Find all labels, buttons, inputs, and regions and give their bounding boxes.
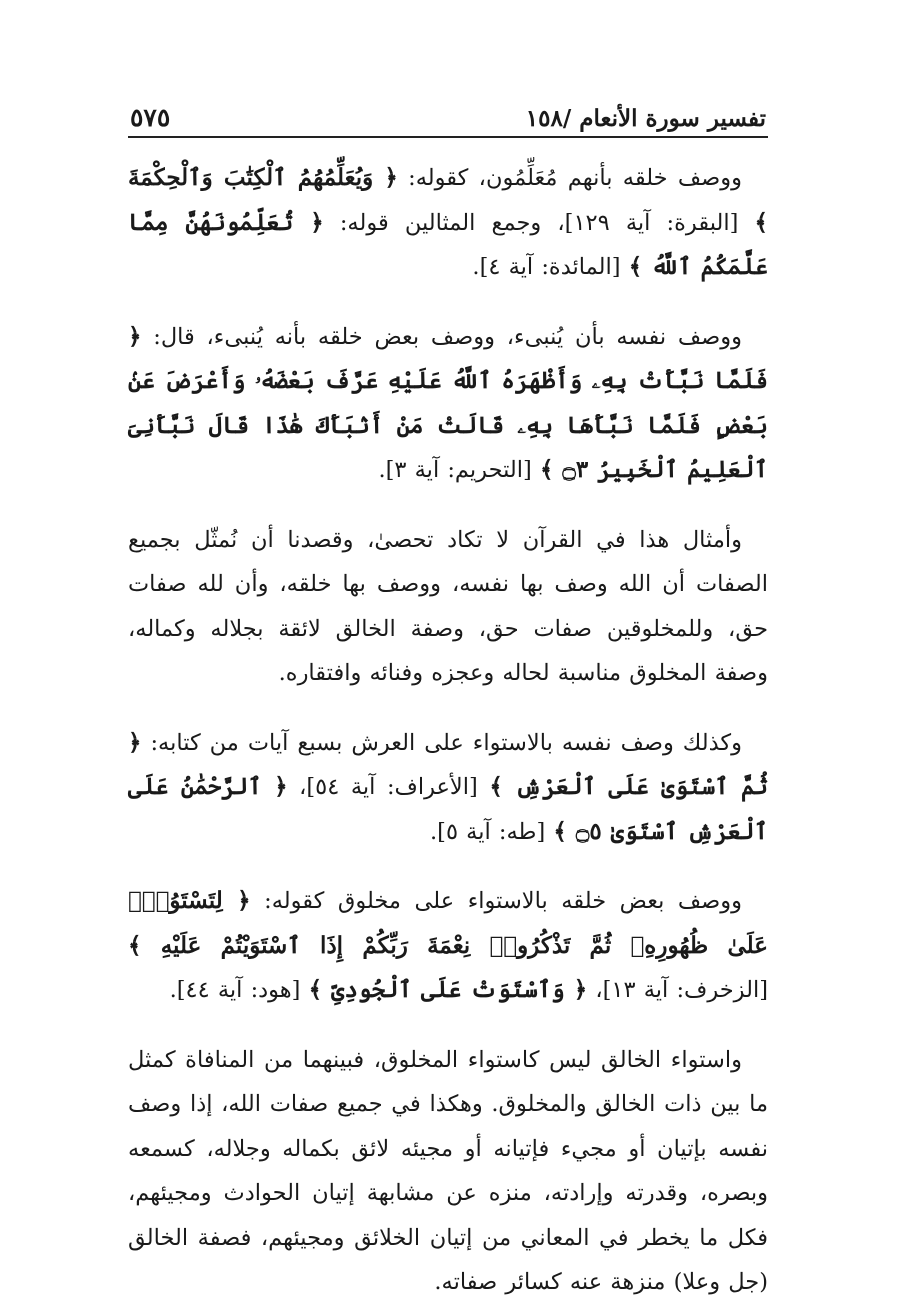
quran-verse: ﴿ وَٱسْتَوَتْ عَلَى ٱلْجُودِىِّ ﴾: [308, 976, 588, 1003]
verse-citation: [التحريم: آية ٣].: [378, 457, 540, 483]
paragraph: [128, 879, 768, 1013]
verse-citation: [البقرة: آية ١٢٩]، وجمع المثالين قوله:: [323, 209, 755, 236]
book-page: [128, 96, 768, 1295]
paragraph-text: ووصف نفسه بأن يُنبىء، ووصف بعض خلقه بأنه يُنبىء، قال:: [141, 323, 742, 350]
paragraph-text: ووصف خلقه بأنهم مُعَلِّمُون، كقوله:: [397, 165, 743, 191]
quran-verse: ﴿ وَيُعَلِّمُهُمُ ٱلْكِتَٰبَ وَٱلْحِكْمَةَ ﴾: [128, 164, 768, 236]
verse-citation: [هود: آية ٤٤].: [169, 977, 309, 1003]
paragraph: [128, 518, 768, 696]
paragraph: [128, 721, 768, 855]
quran-verse: ﴿ فَلَمَّا نَبَّأَتْ بِهِۦ وَأَظْهَرَهُ ٱللَّهُ عَلَيْهِ عَرَّفَ بَعْضَهُۥ وَأَعْرَضَ عَنۢ بَعْضٍ فَلَمَّا نَبَّأَهَا بِهِۦ قَالَتْ مَنْ أَنۢبَأَكَ هَٰذَا قَالَ نَبَّأَنِىَ ٱلْعَلِيمُ ٱلْخَبِيرُ ۝٣ ﴾: [128, 322, 768, 483]
paragraph-text: وكذلك وصف نفسه بالاستواء على العرش بسبع آيات من كتابه:: [141, 729, 742, 756]
paragraph-text: واستواء الخالق ليس كاستواء المخلوق، فبينهما من المنافاة كمثل ما بين ذات الخالق والمخلوق. وهكذا في جميع صفات الله، إذا وصف نفسه بإتيان أو مجيء فإتيانه أو مجيئه لائق بكماله وجلاله، كسمعه وبصره، وقدرته وإرادته، منزه عن مشابهة إتيان الحوادث ومجيئهم، فكل ما يخطر في المعاني من إتيان الخلائق ومجيئهم، فصفة الخالق (جل وعلا) منزهة عنه كسائر صفاته.: [128, 1046, 768, 1295]
paragraph-text: وأمثال هذا في القرآن لا تكاد تحصىٰ، وقصدنا أن نُمثّل بجميع الصفات أن الله وصف بها نفسه، ووصف بها خلقه، وأن لله صفات حق، وللمخلوقين صفات حق، وصفة الخالق لائقة بجلاله وكماله، وصفة المخلوق مناسبة لحاله وعجزه وفنائه وافتقاره.: [128, 526, 768, 686]
verse-citation: [المائدة: آية ٤].: [472, 254, 629, 280]
verse-citation: [طه: آية ٥].: [430, 818, 554, 845]
verse-citation: [الأعراف: آية ٥٤]،: [287, 774, 490, 800]
quran-verse: ﴿ لِتَسْتَوُۥا۟ عَلَىٰ ظُهُورِهِۦ ثُمَّ تَذْكُرُوا۟ نِعْمَةَ رَبِّكُمْ إِذَا ٱسْتَوَيْتُمْ عَلَيْهِ ﴾: [128, 887, 768, 959]
paragraph: [128, 1038, 768, 1305]
quran-verse: ﴿ تُعَلِّمُونَهُنَّ مِمَّا عَلَّمَكُمُ ٱللَّهُ ﴾: [128, 208, 768, 280]
page-number: ٥٧٥: [130, 103, 171, 132]
paragraph-text: ووصف بعض خلقه بالاستواء على مخلوق كقوله:: [250, 888, 742, 914]
page-body: [128, 156, 768, 1305]
page-header: [128, 96, 768, 138]
quran-verse: ﴿ ٱلرَّحْمَٰنُ عَلَى ٱلْعَرْشِ ٱسْتَوَىٰ ۝٥ ﴾: [128, 773, 768, 845]
running-header-title: تفسير سورة الأنعام /١٥٨: [525, 105, 766, 132]
paragraph: [128, 156, 768, 290]
quran-verse: ﴿ ثُمَّ ٱسْتَوَىٰ عَلَى ٱلْعَرْشِ ﴾: [128, 728, 768, 800]
paragraph: [128, 315, 768, 493]
verse-citation: [الزخرف: آية ١٣]،: [587, 977, 768, 1003]
